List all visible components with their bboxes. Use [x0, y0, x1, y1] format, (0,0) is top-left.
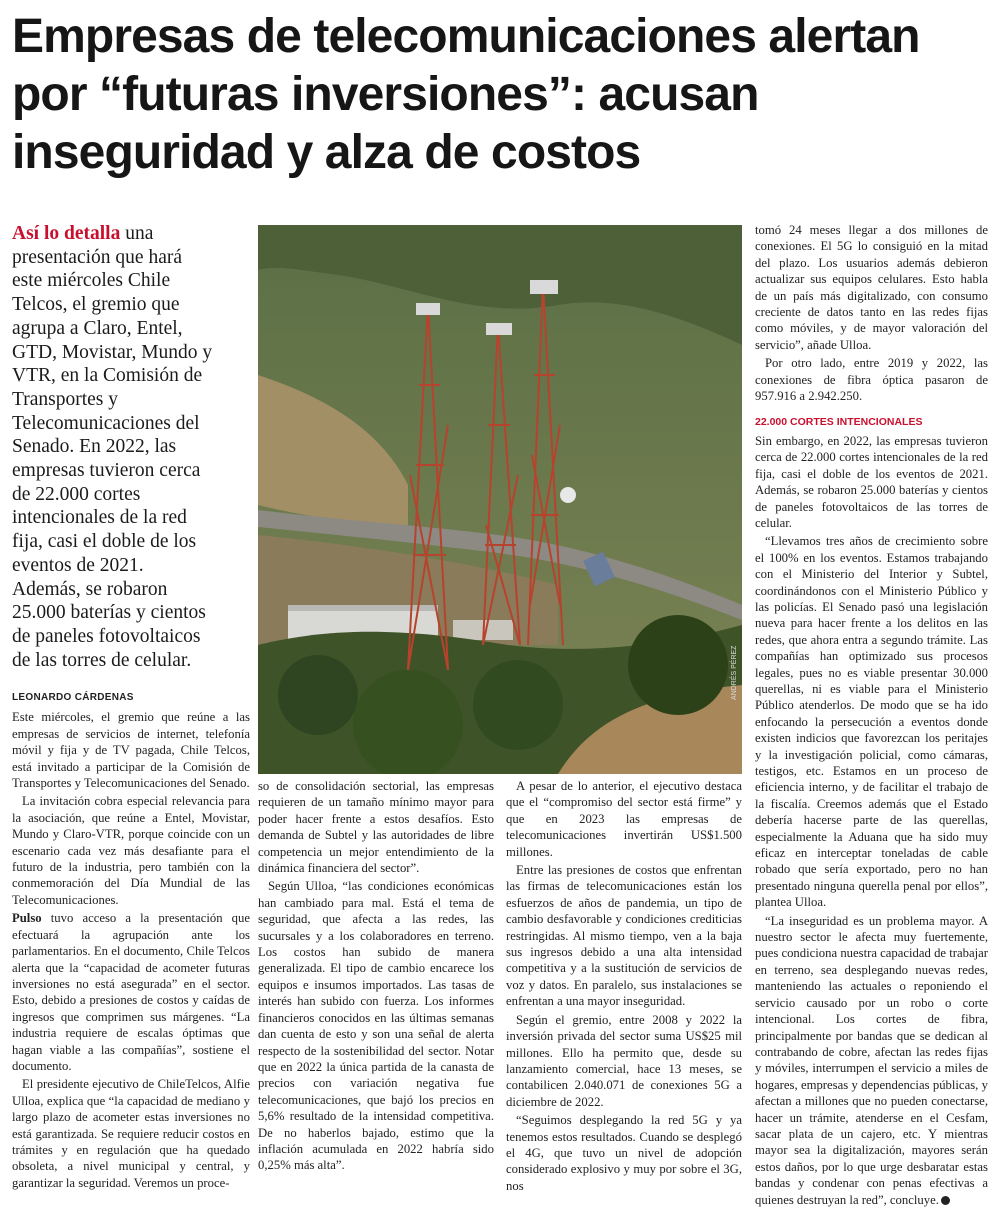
lead-line: empresas tuvieron cerca	[12, 460, 201, 482]
byline: LEONARDO CÁRDENAS	[12, 692, 134, 703]
paragraph	[755, 913, 988, 1208]
paragraph-text: “La inseguridad es un problema mayor. A nuestro sector le afecta muy fuertemente, pues condiciona nuestra capacidad de trabajar en terreno, sea desplegando nuevas redes, manteniendo las actuales o reponiendo el servicio causado por un robo o corte intencional. Los cortes de fibra, principalmente por bandas que se dedican al contrabando de cobre, afectan las redes fijas y móviles, interrumpen el servicio a miles de hogares, empresas y dependencias públicas, y afectan a millones que no pueden conectarse, hacer un trámite, atenderse en el Cesfam, sacar plata de un cajero, etc. Y mientras mayor sea la digitalización, mayores serán estos daños, por lo que urge desbaratar estas bandas y condenar con penas efectivas a quienes destruyan la red”, concluye.	[755, 913, 988, 1207]
paragraph: Sin embargo, en 2022, las empresas tuvieron cerca de 22.000 cortes intencionales de la red fija, casi el doble de los eventos de 2021. Además, se robaron 25.000 baterías y cientos de paneles fotovoltaicos de las torres de celular.	[755, 433, 988, 530]
headline-line: inseguridad y alza de costos	[12, 126, 641, 179]
lead-line: intencionales de la red	[12, 507, 187, 529]
lead-line	[12, 222, 250, 246]
lead-text: una	[125, 223, 154, 244]
paragraph: “Llevamos tres años de crecimiento sobre el 100% en los eventos. Estamos trabajando con el Ministerio del Interior y Subtel, coordinándonos con el Ministerio Público y las policías. El Senado pasó una legislación nueva para hacer frente a los delitos en las redes, que ahora entra a segundo trámite. Las compañías han optimizado sus procesos legales, pues no es viable presentar 30.000 querellas, ni es viable para el Ministerio Público atenderlos. De modo que se ha ido enfocando la persecución a eventos donde existen indicios que favorezcan los peritajes y la investigación policial, como cámaras, testigos, etc. Estamos en un proceso de eficiencia interno, y de facilitar el trabajo de la fiscalía. Creemos además que el Estado debería hacerse parte de las querellas, especialmente la Aduana que ha sido muy eficaz en interceptar toneladas de cable robado que sería exportado, pero no han presentado ninguna querella penal por ellos”, plantea Ulloa.	[755, 534, 988, 910]
lead-line: presentación que hará	[12, 246, 182, 268]
lead-line: de las torres de celular.	[12, 649, 192, 671]
paragraph-text: tuvo acceso a la presentación que efectuará la agrupación ante los parlamentarios. En el documento, Chile Telcos alerta que la “capacidad de acometer futuras inversiones no está asegurada” en el sector. Esto, debido a presiones de costos y caídas de ingresos que comprimen sus márgenes. “La industria requiere de escalas óptimas que hagan viable a las compañías”, sostiene el documento.	[12, 911, 250, 1073]
paragraph: Por otro lado, entre 2019 y 2022, las conexiones de fibra óptica pasaron de 957.916 a 2.942.250.	[755, 356, 988, 404]
lead-kicker: Así lo detalla	[12, 223, 121, 244]
headline	[12, 8, 987, 182]
lead-line: eventos de 2021.	[12, 554, 144, 576]
lead-line: Además, se robaron	[12, 578, 168, 600]
headline-line: por “futuras inversiones”: acusan	[12, 68, 759, 121]
paragraph: “Seguimos desplegando la red 5G y ya tenemos estos resultados. Cuando se desplegó el 4G, que tuvo un nivel de adopción considerado explosivo y muy por sobre el 3G, nos	[506, 1113, 742, 1193]
lead-line: de 22.000 cortes	[12, 483, 141, 505]
article-column-3	[506, 778, 742, 1196]
article-column-2	[258, 778, 494, 1176]
lead-line: Telcos, el gremio que	[12, 294, 180, 316]
lead-line: agrupa a Claro, Entel,	[12, 317, 183, 339]
lead-line: fija, casi el doble de los	[12, 531, 197, 553]
cell-towers-photo	[258, 225, 742, 774]
section-subhead: 22.000 CORTES INTENCIONALES	[755, 416, 923, 429]
paragraph: El presidente ejecutivo de ChileTelcos, Alfie Ulloa, explica que “la capacidad de mediano y largo plazo de acometer estas inversiones no está garantizada. Se requiere reducir costos en trámites y en regulación que ha quedado obsoleta, a nivel municipal y central, y garantizar la seguridad. Veremos un proce-	[12, 1077, 250, 1190]
paragraph: tomó 24 meses llegar a dos millones de conexiones. El 5G lo consiguió en la mitad del plazo. Los usuarios además debieron actualizar sus equipos celulares. Esto habla de un país más digitalizado, con consumo creciente de datos tanto en las redes fijas como móviles, y de mayor valoración del servicio”, añade Ulloa.	[755, 223, 988, 352]
headline-line: Empresas de telecomunicaciones alertan	[12, 10, 920, 63]
paragraph: Este miércoles, el gremio que reúne a las empresas de servicios de internet, telefonía móvil y fija y de TV pagada, Chile Telcos, está invitado a participar de la Comisión de Transportes y Telecomunicaciones del Senado.	[12, 710, 250, 791]
lead-line: GTD, Movistar, Mundo y	[12, 341, 213, 363]
lead-line: este miércoles Chile	[12, 270, 171, 292]
lead-paragraph	[12, 222, 250, 672]
article-column-1	[12, 690, 250, 1193]
lead-line: 25.000 baterías y cientos	[12, 602, 206, 624]
article-column-4	[755, 222, 988, 1210]
paragraph: A pesar de lo anterior, el ejecutivo destaca que el “compromiso del sector está firme” y que en 2023 las empresas de telecomunicaciones invertirán US$1.500 millones.	[506, 779, 742, 859]
paragraph	[12, 910, 250, 1074]
lead-line: Transportes y	[12, 388, 118, 410]
paragraph: so de consolidación sectorial, las empresas requieren de un tamaño mínimo mayor para poder hacer frente a estos desafíos. Esto demanda de Subtel y las autoridades de libre competencia un mejor entendimiento de la dinámica financiera del sector”.	[258, 779, 494, 876]
lead-line: Senado. En 2022, las	[12, 436, 177, 458]
paragraph: Según el gremio, entre 2008 y 2022 la inversión privada del sector suma US$25 mil millones. Ello ha permito que, desde su lanzamiento comercial, hace 13 meses, se contabilicen 2.040.071 de conexiones 5G a diciembre de 2022.	[506, 1012, 742, 1109]
paragraph: La invitación cobra especial relevancia para la asociación, que reúne a Entel, Movistar, Mundo y Claro-VTR, porque coincide con un escenario cada vez más desafiante para el futuro de la industria, pero también con la conmemoración del Día Mundial de las Telecomunicaciones.	[12, 794, 250, 907]
end-of-article-icon	[941, 1196, 950, 1205]
pulso-runin: Pulso	[12, 911, 42, 926]
photo-credit: ANDRÉS PÉREZ	[731, 645, 738, 700]
lead-line: VTR, en la Comisión de	[12, 365, 203, 387]
paragraph: Según Ulloa, “las condiciones económicas han cambiado para mal. Está el tema de seguridad, que afecta a las redes, las sucursales y a los colaboradores en terreno. Los costos han subido de manera generalizada. El tipo de cambio encarece los equipos e insumos importados. Las tasas de interés han subido con fuerza. Los informes financieros conocidos en las últimas semanas dan cuenta de esto y son una señal de alerta respecto de la sostenibilidad del sector. Notar que en 2022 la única partida de la canasta de precios con variación negativa fue telecomunicaciones, que bajó los precios en 5,6% resultado de la intensidad competitiva. De no haberlos bajado, estimo que la inflación acumulada en 2022 habría sido 0,25% más alta”.	[258, 879, 494, 1173]
lead-line: de paneles fotovoltaicos	[12, 625, 201, 647]
lead-line: Telecomunicaciones del	[12, 412, 200, 434]
paragraph: Entre las presiones de costos que enfrentan las firmas de telecomunicaciones están los esfuerzos de años de pandemia, un tipo de cambio desfavorable y condiciones crediticias restringidas. Al mismo tiempo, ven a la baja sus ingresos debido a una alta intensidad competitiva y a la sustitución de servicios de voz y datos. En paralelo, sus instalaciones se enfrentan a una mayor inseguridad.	[506, 863, 742, 1009]
